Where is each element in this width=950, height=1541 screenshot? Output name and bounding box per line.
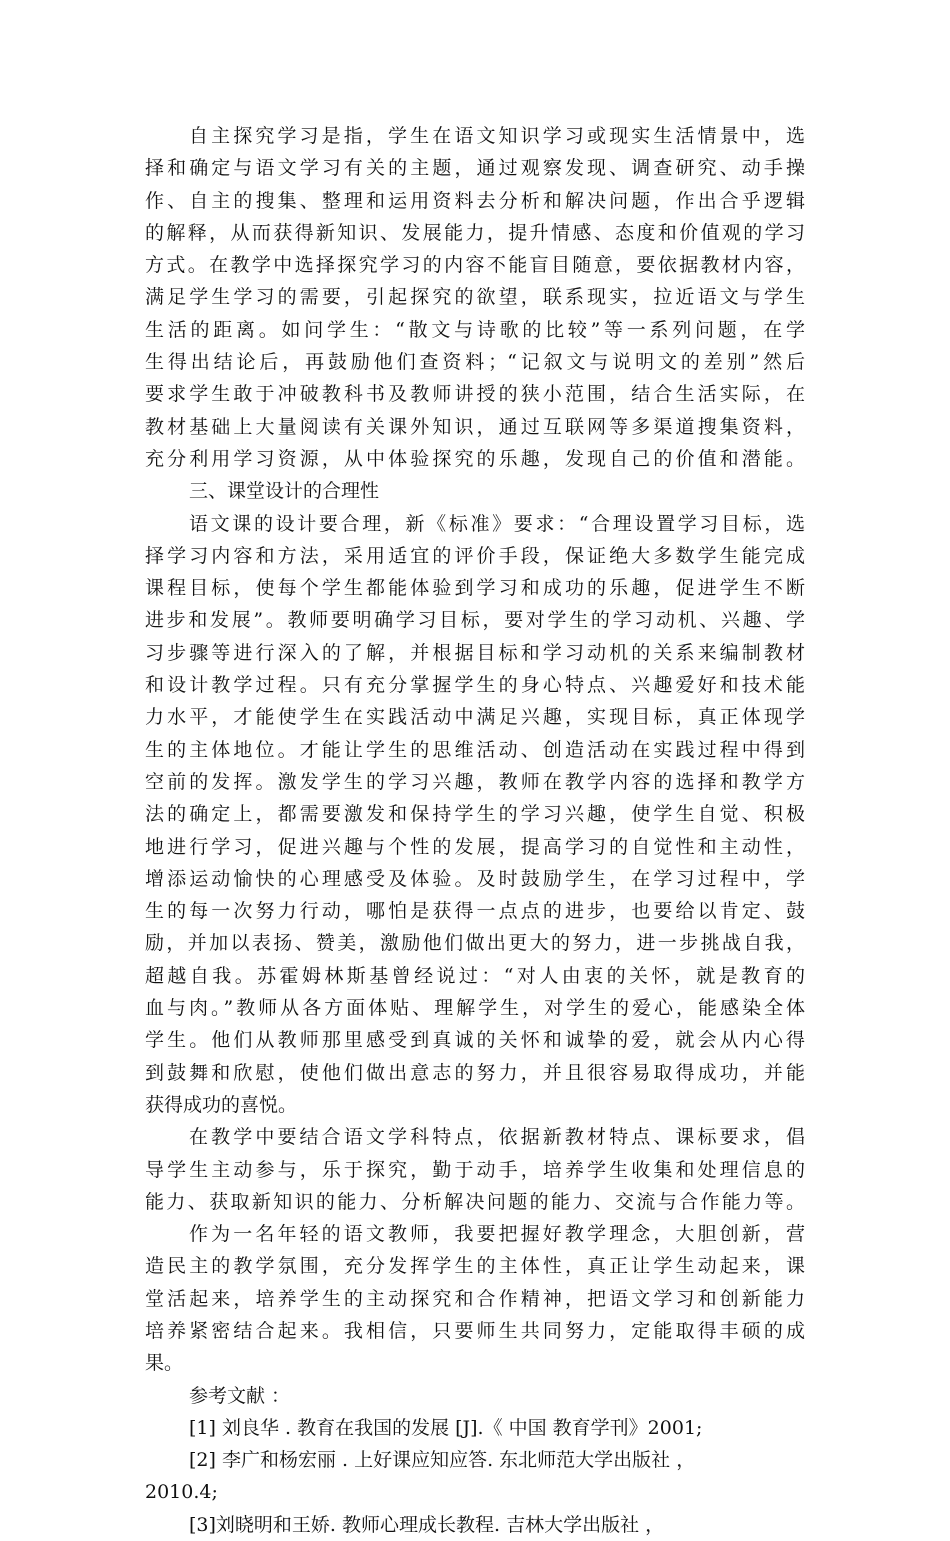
text-line: [1] 刘良华 . 教育在我国的发展 [J].《 中国 教育学刊》2001; xyxy=(189,1416,703,1439)
text-line: 学生。他们从教师那里感受到真诚的关怀和诚挚的爱，就会从内心得 xyxy=(145,1029,805,1052)
text-line: 果。 xyxy=(145,1352,184,1375)
text-line: 和设计教学过程。只有充分掌握学生的身心特点、兴趣爱好和技术能 xyxy=(145,674,805,697)
text-line: 地进行学习，促进兴趣与个性的发展，提高学习的自觉性和主动性， xyxy=(145,835,805,858)
text-line: 法的确定上，都需要激发和保持学生的学习兴趣，使学生自觉、积极 xyxy=(145,803,805,826)
text-line: 教材基础上大量阅读有关课外知识，通过互联网等多渠道搜集资料， xyxy=(145,415,805,438)
text-line: 习步骤等进行深入的了解，并根据目标和学习动机的关系来编制教材 xyxy=(145,641,805,664)
text-line: 生的每一次努力行动，哪怕是获得一点点的进步，也要给以肯定、鼓 xyxy=(145,900,805,923)
text-line: 血与肉。”教师从各方面体贴、理解学生，对学生的爱心，能感染全体 xyxy=(145,997,805,1020)
text-line: 增添运动愉快的心理感受及体验。及时鼓励学生，在学习过程中，学 xyxy=(145,867,805,890)
text-line: 超越自我。苏霍姆林斯基曾经说过：“对人由衷的关怀，就是教育的 xyxy=(145,964,805,987)
text-line: 空前的发挥。激发学生的学习兴趣，教师在教学内容的选择和教学方 xyxy=(145,770,805,793)
text-line: 到鼓舞和欣慰，使他们做出意志的努力，并且很容易取得成功，并能 xyxy=(145,1061,805,1084)
text-line: 满足学生学习的需要，引起探究的欲望，联系现实，拉近语文与学生 xyxy=(145,286,805,309)
text-line: 励，并加以表扬、赞美，激励他们做出更大的努力，进一步挑战自我， xyxy=(145,932,805,955)
text-line: 获得成功的喜悦。 xyxy=(145,1093,298,1116)
text-line: 生的主体地位。才能让学生的思维活动、创造活动在实践过程中得到 xyxy=(145,738,805,761)
text-line: 造民主的教学氛围，充分发挥学生的主体性，真正让学生动起来，课 xyxy=(145,1255,805,1278)
text-line: 力水平，才能使学生在实践活动中满足兴趣，实现目标，真正体现学 xyxy=(145,706,805,729)
text-line: 堂活起来，培养学生的主动探究和合作精神，把语文学习和创新能力 xyxy=(145,1287,805,1310)
document-body xyxy=(145,120,805,1541)
text-line: 的解释，从而获得新知识、发展能力，提升情感、态度和价值观的学习 xyxy=(145,221,805,244)
text-line: [3]刘晓明和王娇. 教师心理成长教程. 吉林大学出版社 ， xyxy=(189,1513,665,1536)
text-line: 能力、获取新知识的能力、分析解决问题的能力、交流与合作能力等。 xyxy=(145,1190,805,1213)
text-line: 充分利用学习资源，从中体验探究的乐趣，发现自己的价值和潜能。 xyxy=(145,447,805,470)
text-line: 2010.4; xyxy=(145,1481,218,1504)
text-line: 生活的距离。如问学生：“散文与诗歌的比较”等一系列问题，在学 xyxy=(145,318,805,341)
text-line: 进步和发展”。教师要明确学习目标，要对学生的学习动机、兴趣、学 xyxy=(145,609,805,632)
text-line: 要求学生敢于冲破教科书及教师讲授的狭小范围，结合生活实际，在 xyxy=(145,383,805,406)
text-line: 择学习内容和方法，采用适宜的评价手段，保证绝大多数学生能完成 xyxy=(145,544,805,567)
text-line: 参考文献 ： xyxy=(189,1384,291,1407)
text-line: 生得出结论后，再鼓励他们查资料；“记叙文与说明文的差别”然后 xyxy=(145,351,805,374)
text-line: 语文课的设计要合理，新《标准》要求：“合理设置学习目标，选 xyxy=(189,512,805,535)
text-line: 培养紧密结合起来。我相信，只要师生共同努力，定能取得丰硕的成 xyxy=(145,1319,805,1342)
text-line: 择和确定与语文学习有关的主题，通过观察发现、调查研究、动手操 xyxy=(145,157,805,180)
text-line: 在教学中要结合语文学科特点，依据新教材特点、课标要求，倡 xyxy=(189,1126,805,1149)
text-line: 三、课堂设计的合理性 xyxy=(189,480,380,503)
text-line: 方式。在教学中选择探究学习的内容不能盲目随意，要依据教材内容， xyxy=(145,254,805,277)
text-line: 导学生主动参与，乐于探究，勤于动手，培养学生收集和处理信息的 xyxy=(145,1158,805,1181)
text-line: 作、自主的搜集、整理和运用资料去分析和解决问题，作出合乎逻辑 xyxy=(145,189,805,212)
text-line: 自主探究学习是指，学生在语文知识学习或现实生活情景中，选 xyxy=(189,125,805,147)
text-line: [2] 李广和杨宏丽 . 上好课应知应答. 东北师范大学出版社 ， xyxy=(189,1449,696,1472)
text-line: 作为一名年轻的语文教师，我要把握好教学理念，大胆创新，营 xyxy=(189,1223,805,1246)
text-line: 课程目标，使每个学生都能体验到学习和成功的乐趣，促进学生不断 xyxy=(145,577,805,600)
